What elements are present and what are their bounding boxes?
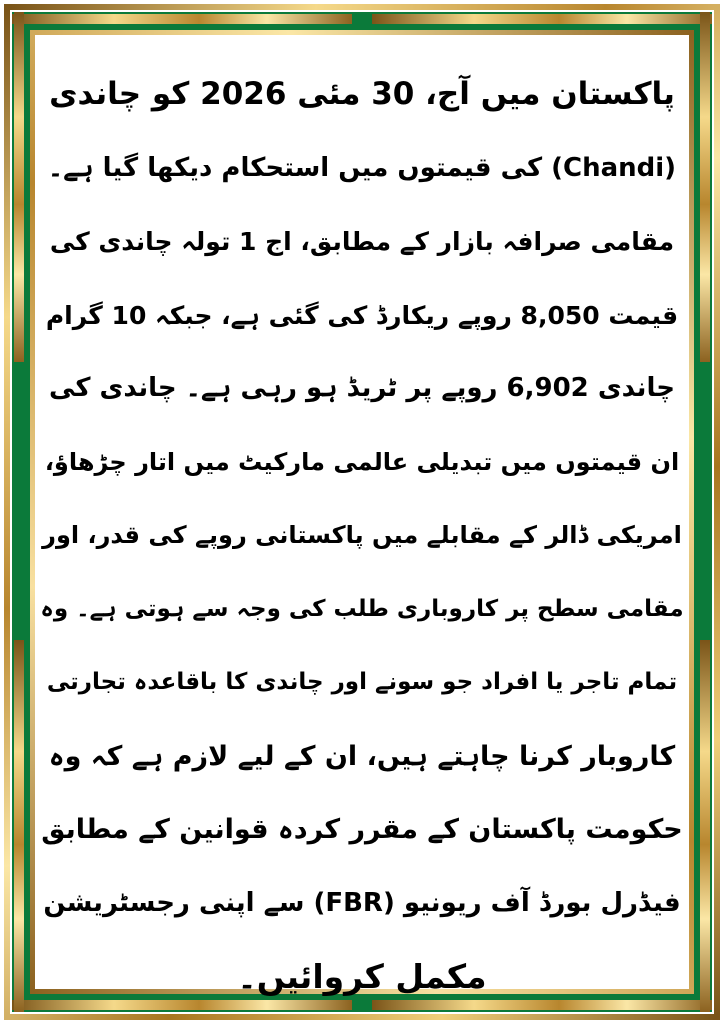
article-line: مقامی سطح پر کاروباری طلب کی وجہ سے ہوتی ہے۔ وہ bbox=[40, 595, 684, 622]
article-line: کاروبار کرنا چاہتے ہیں، ان کے لیے لازم ہے کہ وہ bbox=[48, 740, 676, 772]
article-line: چاندی 6,902 روپے پر ٹریڈ ہو رہی ہے۔ چاندی کی bbox=[49, 373, 675, 403]
article-line: حکومت پاکستان کے مقرر کردہ قوانین کے مطابق bbox=[41, 814, 683, 845]
article-line: امریکی ڈالر کے مقابلے میں پاکستانی روپے کی قدر، اور bbox=[42, 521, 682, 549]
article-line: ان قیمتوں میں تبدیلی عالمی مارکیٹ میں اتار چڑھاؤ، bbox=[44, 447, 680, 476]
gold-bar-top-left bbox=[12, 14, 352, 24]
gold-bar-right-top bbox=[700, 12, 710, 362]
article-line: قیمت 8,050 روپے ریکارڈ کی گئی ہے، جبکہ 10 گرام bbox=[45, 300, 679, 330]
article-line: (Chandi) کی قیمتوں میں استحکام دیکھا گیا ہے۔ bbox=[47, 152, 677, 183]
gold-bar-right-bottom bbox=[700, 640, 710, 1012]
article-line: تمام تاجر یا افراد جو سونے اور چاندی کا باقاعدہ تجارتی bbox=[46, 669, 678, 695]
article-body bbox=[40, 58, 684, 996]
gold-bar-top-right bbox=[372, 14, 712, 24]
article-line: مکمل کروائیں۔ bbox=[237, 957, 487, 996]
gold-bar-left-top bbox=[14, 12, 24, 362]
gold-bar-left-bottom bbox=[14, 640, 24, 1012]
article-line: فیڈرل بورڈ آف ریونیو (FBR) سے اپنی رجسٹریشن bbox=[43, 887, 681, 918]
article-line: پاکستان میں آج، 30 مئی 2026 کو چاندی bbox=[49, 76, 675, 112]
article-line: مقامی صرافہ بازار کے مطابق، اج 1 تولہ چاندی کی bbox=[49, 227, 675, 256]
